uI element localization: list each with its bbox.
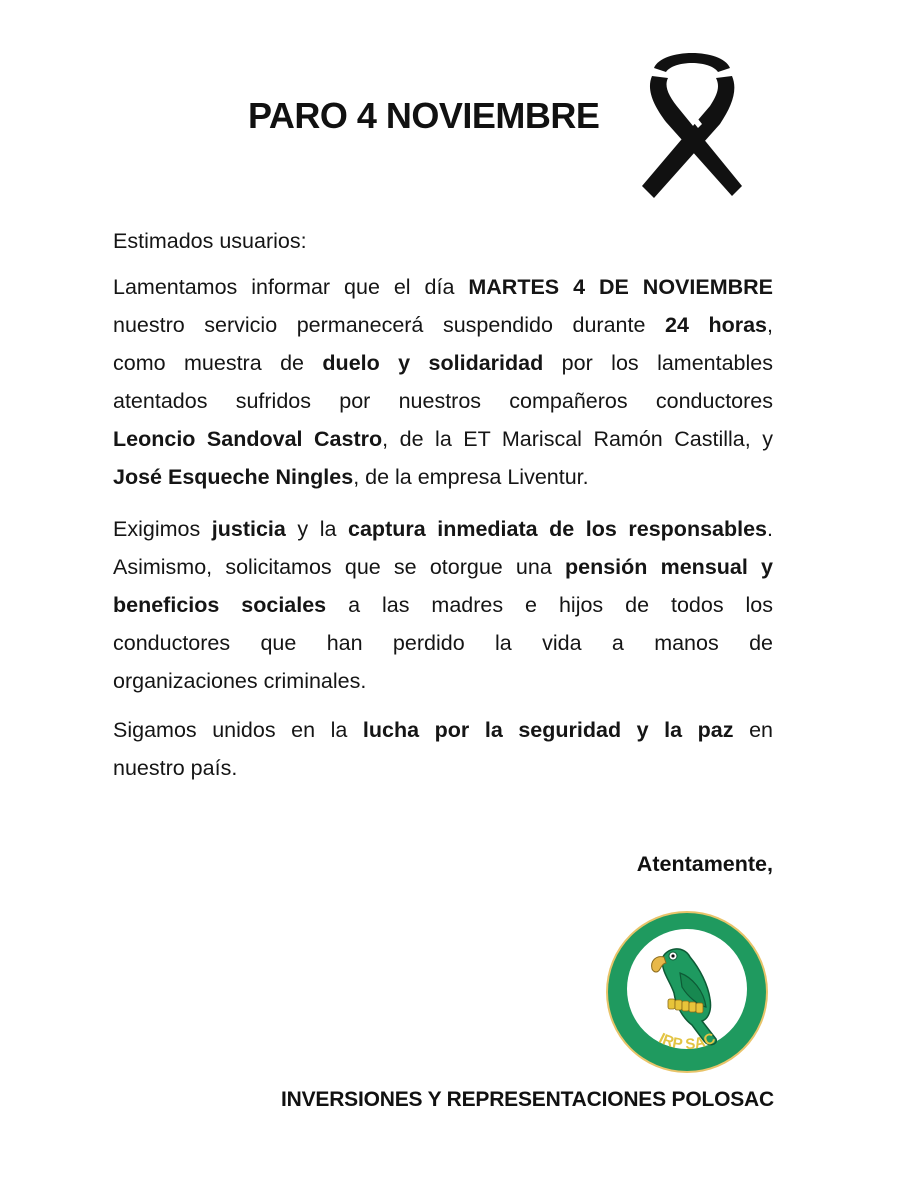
- text-run: Sigamos unidos en la: [113, 718, 363, 742]
- text-line: [113, 344, 773, 382]
- text-run: ,: [767, 313, 773, 337]
- text-line: [113, 458, 773, 496]
- text-run: nuestro servicio permanecerá suspendido durante: [113, 313, 665, 337]
- victim-name: José Esqueche Ningles: [113, 465, 354, 489]
- paragraph-call-to-unity: [113, 711, 773, 787]
- emphasis: captura inmediata de los responsables: [348, 517, 768, 541]
- logo-text: IRP SAC: [656, 1029, 718, 1054]
- emphasis: pensión mensual y: [565, 555, 773, 579]
- text-line: [113, 711, 773, 749]
- emphasis: lucha por la seguridad y la paz: [362, 718, 734, 742]
- text-run: , de la ET Mariscal Ramón Castilla, y: [382, 427, 773, 451]
- emphasis: duelo y solidaridad: [322, 351, 544, 375]
- text-line: [113, 306, 773, 344]
- text-run: Exigimos: [113, 517, 212, 541]
- paragraph-announcement: [113, 268, 773, 496]
- paragraph-demands: [113, 510, 773, 700]
- text-line: atentados sufridos por nuestros compañeros conductores: [113, 389, 773, 413]
- text-run: Lamentamos informar que el día: [113, 275, 469, 299]
- company-name: INVERSIONES Y REPRESENTACIONES POLOSAC: [280, 1088, 774, 1111]
- letter-greeting: Estimados usuarios:: [113, 229, 307, 253]
- mourning-ribbon-icon: [640, 40, 744, 198]
- parrot-logo-icon: [604, 907, 770, 1077]
- text-line: [113, 586, 773, 624]
- emphasis: justicia: [211, 517, 286, 541]
- text-run: por los lamentables: [543, 351, 773, 375]
- text-run: a las madres e hijos de todos los: [326, 593, 773, 617]
- date-emphasis: MARTES 4 DE NOVIEMBRE: [468, 275, 773, 299]
- text-line: [113, 510, 773, 548]
- text-line: [113, 548, 773, 586]
- text-run: como muestra de: [113, 351, 323, 375]
- text-run: Asimismo, solicitamos que se otorgue una: [113, 555, 565, 579]
- text-line: organizaciones criminales.: [113, 669, 367, 693]
- page-title: PARO 4 NOVIEMBRE: [248, 95, 600, 136]
- text-line: [113, 420, 773, 458]
- text-run: y la: [285, 517, 349, 541]
- duration-emphasis: 24 horas: [664, 313, 768, 337]
- emphasis: beneficios sociales: [113, 593, 327, 617]
- text-run: en: [733, 718, 773, 742]
- text-line: nuestro país.: [113, 756, 238, 780]
- victim-name: Leoncio Sandoval Castro: [113, 427, 383, 451]
- text-line: [113, 268, 773, 306]
- text-line: conductores que han perdido la vida a manos de: [113, 631, 773, 655]
- text-run: .: [767, 517, 773, 541]
- letter-closing: Atentamente,: [636, 852, 773, 876]
- text-run: , de la empresa Liventur.: [353, 465, 589, 489]
